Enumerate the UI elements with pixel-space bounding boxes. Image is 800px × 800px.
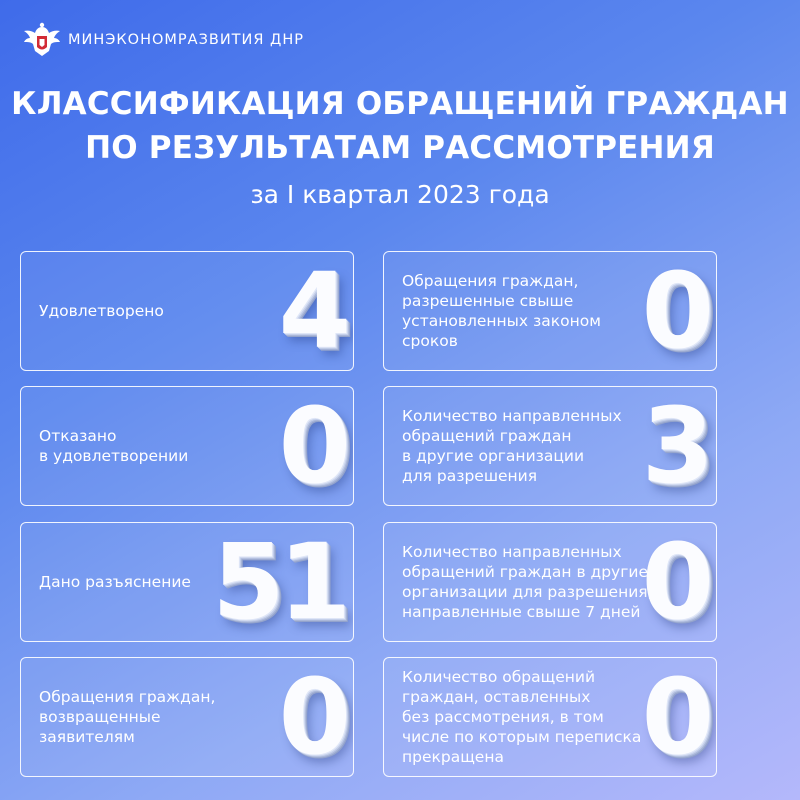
card-redirected-late: [383, 522, 717, 642]
card-label: Количество обращений граждан, оставленных без рассмотрения, в том числе по которым переписка прекращена: [402, 668, 642, 766]
card-value: 0: [641, 251, 708, 371]
card-label: Дано разъяснение: [39, 573, 191, 591]
card-value: 0: [641, 657, 708, 777]
card-redirected: [383, 386, 717, 506]
card-value: 0: [641, 522, 708, 642]
title-line-1: КЛАССИФИКАЦИЯ ОБРАЩЕНИЙ ГРАЖДАН: [11, 86, 789, 122]
title-line-2: ПО РЕЗУЛЬТАТАМ РАССМОТРЕНИЯ: [85, 130, 715, 166]
card-label: Обращения граждан, возвращенные заявителям: [39, 688, 216, 746]
card-label: Количество направленных обращений граждан в другие организации для разрешения, направленные свыше 7 дней: [402, 543, 653, 621]
card-resolved-late: [383, 251, 717, 371]
page-title: [0, 82, 800, 170]
card-value: 3: [641, 386, 708, 506]
card-not-considered: [383, 657, 717, 777]
card-satisfied: [20, 251, 354, 371]
eagle-emblem-icon: [20, 18, 64, 62]
card-label: Обращения граждан, разрешенные свыше установленных законом сроков: [402, 272, 601, 350]
card-value: 0: [278, 657, 345, 777]
card-explained: [20, 522, 354, 642]
card-refused: [20, 386, 354, 506]
card-label: Удовлетворено: [39, 302, 164, 320]
card-label: Количество направленных обращений граждан в другие организации для разрешения: [402, 407, 622, 485]
card-value: 51: [212, 522, 345, 642]
header: [20, 18, 304, 62]
card-value: 0: [278, 386, 345, 506]
page-subtitle: за I квартал 2023 года: [250, 180, 550, 209]
card-value: 4: [278, 251, 345, 371]
ministry-name: МИНЭКОНОМРАЗВИТИЯ ДНР: [68, 32, 305, 48]
card-returned: [20, 657, 354, 777]
card-label: Отказано в удовлетворении: [39, 427, 189, 465]
